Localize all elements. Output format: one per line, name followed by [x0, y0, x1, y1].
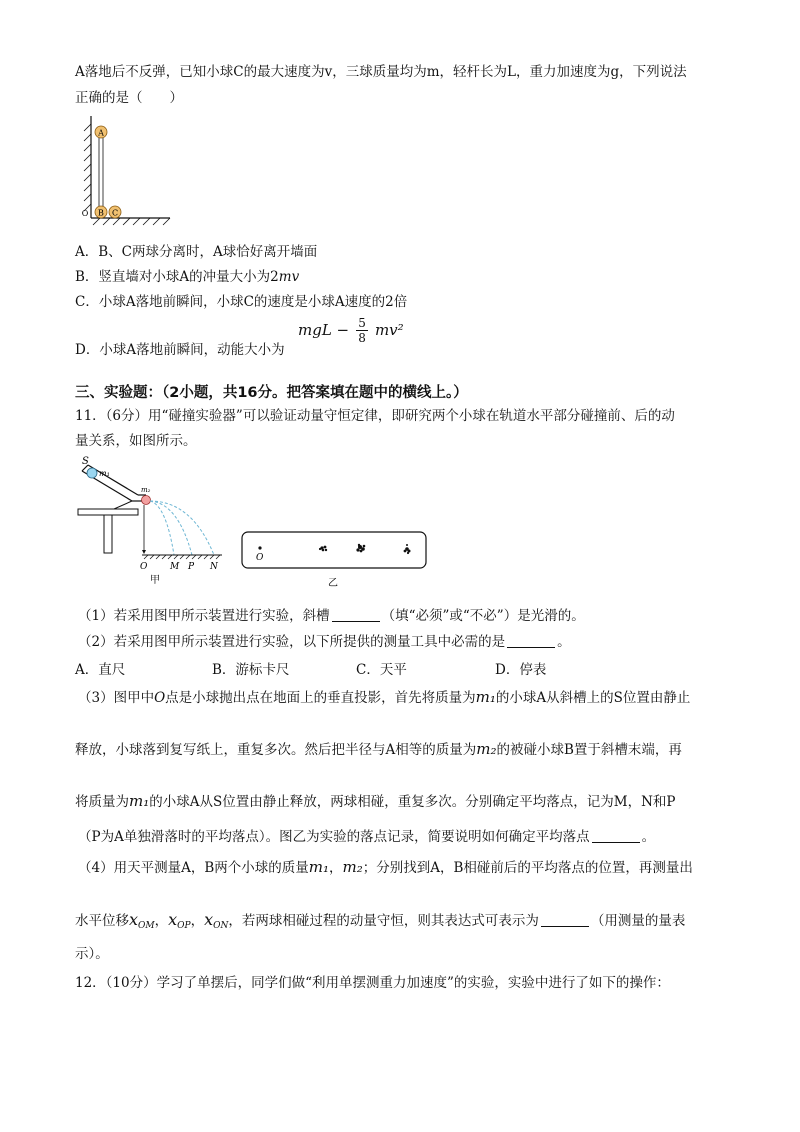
q11-part3-line4: （P为A单独滑落时的平均落点）。图乙为实验的落点记录，简要说明如何确定平均落点 。 — [78, 829, 656, 845]
figure-yi-o-label: O — [256, 553, 264, 563]
label-p: P — [188, 562, 195, 572]
answer-blank-2[interactable] — [507, 635, 555, 648]
ball-c-label: C — [111, 208, 119, 218]
q10-intro-line2: 正确的是（ ） — [75, 90, 183, 106]
figure-jia-caption: 甲 — [150, 575, 160, 585]
section-title: 三、实验题：（2小题，共16分。把答案填在题中的横线上。） — [75, 385, 468, 401]
q11-part1: （1）若采用图甲所示装置进行实验，斜槽 （填“必须”或“不必”）是光滑的。 — [78, 608, 585, 624]
answer-blank-1[interactable] — [332, 609, 380, 622]
q11-part2: （2）若采用图甲所示装置进行实验，以下所提供的测量工具中必需的是 。 — [78, 634, 571, 650]
label-s: S — [82, 456, 89, 467]
label-m2: m₂ — [141, 486, 151, 494]
answer-blank-3[interactable] — [592, 830, 640, 843]
q10-intro-line1: A落地后不反弹，已知小球C的最大速度为v，三球质量均为m，轻杆长为L，重力加速度为g，下列说法 — [75, 64, 687, 80]
label-n: N — [210, 562, 218, 572]
label-m1: m₁ — [99, 469, 110, 478]
q12-stem: 12．（10分）学习了单摆后，同学们做“利用单摆测重力加速度”的实验，实验中进行了如下的操作： — [75, 975, 670, 991]
q11-part4-line1: （4）用天平测量A，B两个小球的质量m₁，m₂；分别找到A，B相碰前后的平均落点的位置，再测量出 — [78, 858, 693, 876]
q10-option-d: D．小球A落地前瞬间，动能大小为 — [75, 342, 285, 358]
q11-part3-line3: 将质量为m₁的小球A从S位置由静止释放，两球相碰，重复多次。分别确定平均落点，记为M，N和P — [75, 792, 676, 810]
figure-jia — [74, 455, 234, 585]
q10-option-d-formula: mgL − $\frac{5}{8}$ mv² — [298, 316, 404, 345]
ball-a-label: A — [98, 128, 104, 138]
q11-part4-line3: 示）。 — [75, 946, 109, 962]
tool-option-b: B．游标卡尺 — [212, 662, 290, 678]
q10-option-c: C．小球A落地前瞬间，小球C的速度是小球A速度的2倍 — [75, 294, 408, 310]
answer-blank-4[interactable] — [541, 914, 589, 927]
ball-b-label: B — [98, 208, 104, 218]
label-m: M — [170, 562, 180, 572]
origin-label: O — [81, 209, 89, 218]
q11-stem-line2: 量关系，如图所示。 — [75, 433, 197, 449]
q11-part4-line2: 水平位移$x_{OM}$，$x_{OP}$，$x_{ON}$，若两球相碰过程的动量守恒，则其表达式可表示为 （用测量的量表 — [75, 910, 686, 931]
q11-stem-line1: 11．（6分）用“碰撞实验器”可以验证动量守恒定律，即研究两个小球在轨道水平部分碰撞前、后的动 — [75, 408, 675, 424]
label-o: O — [140, 562, 148, 572]
q10-option-a: A．B、C两球分离时，A球恰好离开墙面 — [75, 244, 318, 260]
tool-option-c: C．天平 — [356, 662, 407, 678]
tool-option-d: D．停表 — [495, 662, 547, 678]
figure-yi — [240, 530, 430, 592]
q11-part3-line2: 释放，小球落到复写纸上，重复多次。然后把半径与A相等的质量为m₂的被碰小球B置于斜槽末端，再 — [75, 740, 682, 758]
q10-option-b: B．竖直墙对小球A的冲量大小为2mv — [75, 269, 300, 285]
q10-figure — [78, 110, 178, 228]
figure-yi-caption: 乙 — [328, 578, 338, 589]
q11-part3-line1: （3）图甲中O点是小球抛出点在地面上的垂直投影，首先将质量为m₁的小球A从斜槽上的S位置由静止 — [78, 688, 691, 706]
tool-option-a: A．直尺 — [75, 662, 126, 678]
